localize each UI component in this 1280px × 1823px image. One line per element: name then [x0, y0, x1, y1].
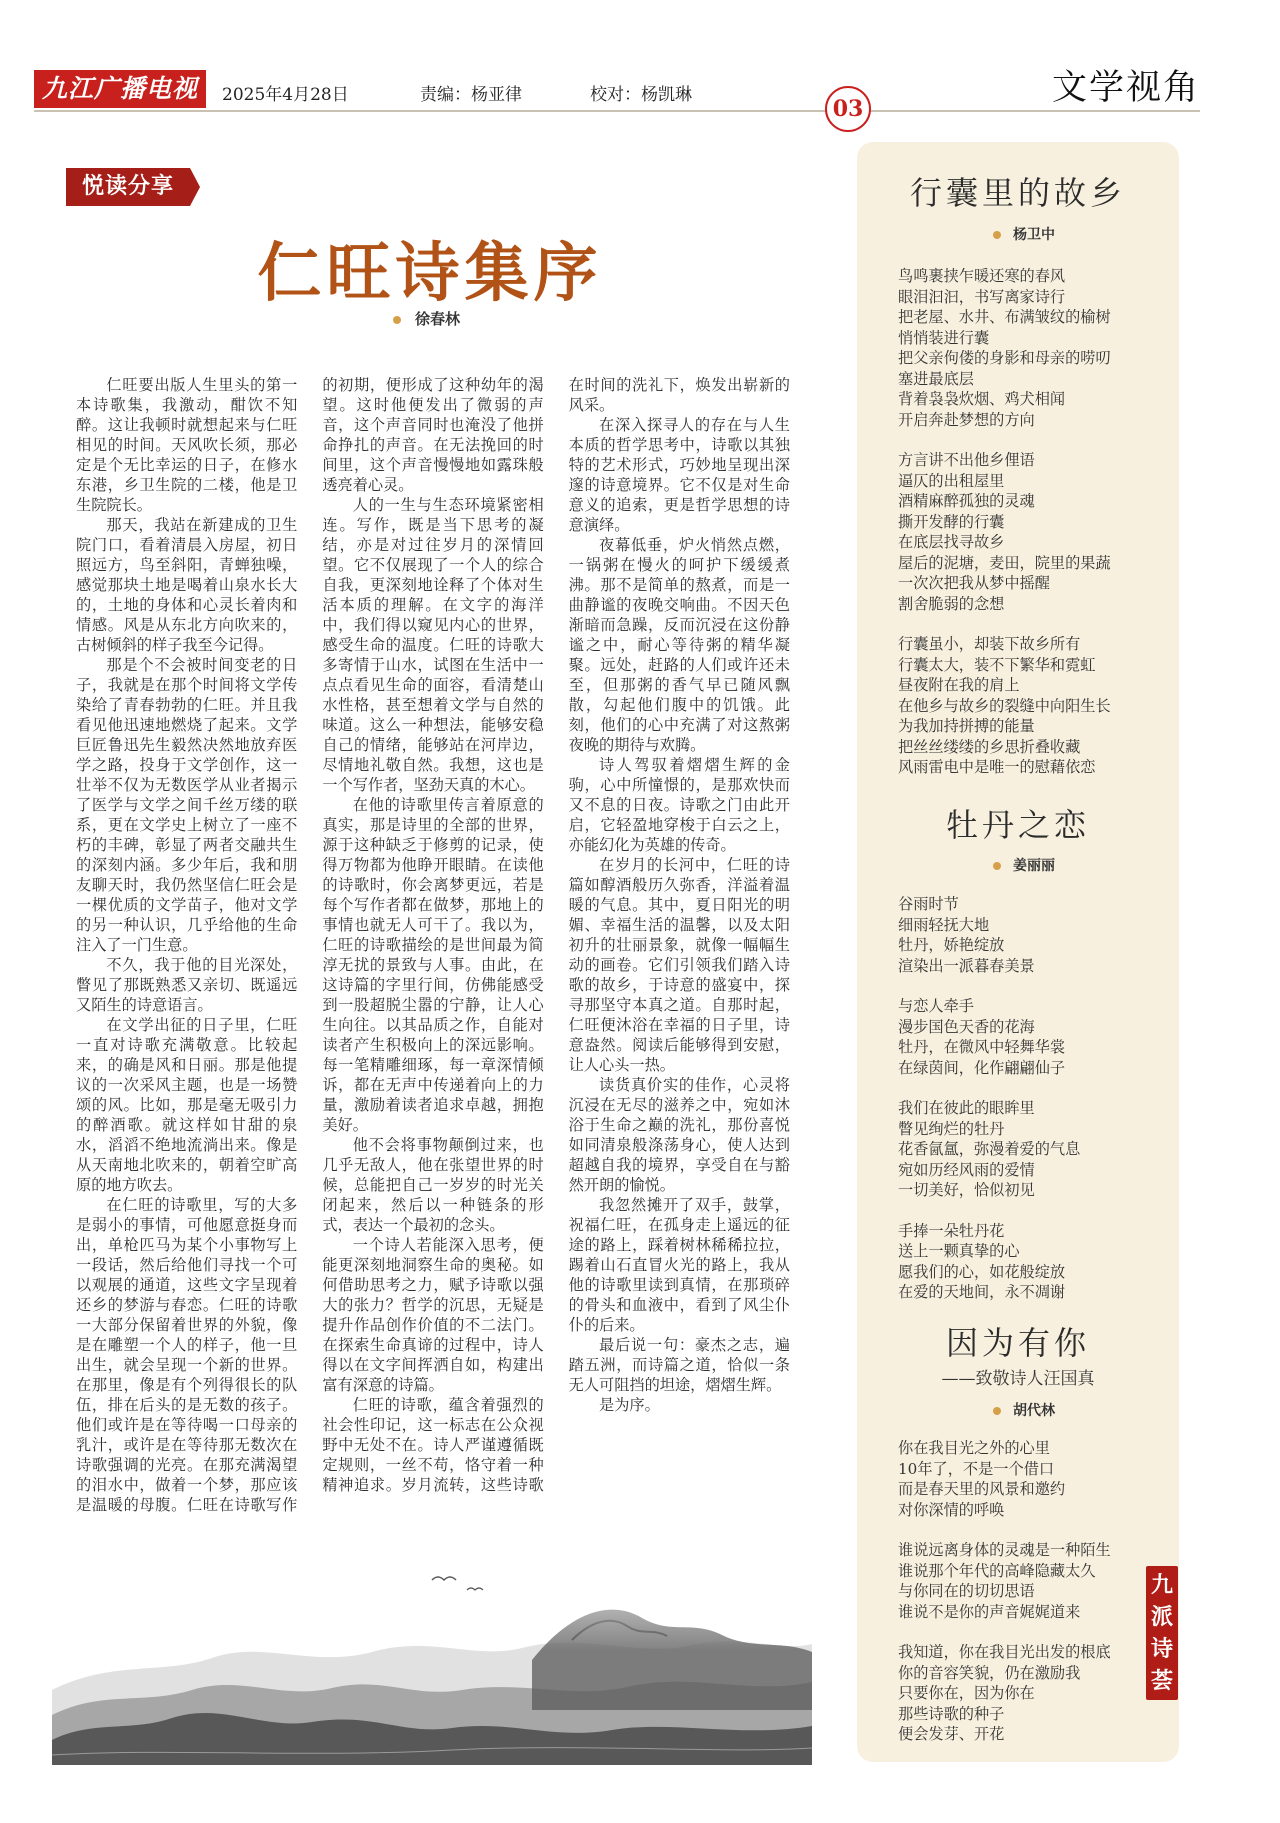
poem-line: 在他乡与故乡的裂缝中向阳生长 [898, 696, 1111, 715]
article-paragraph: 最后说一句：豪杰之志，遍踏五洲，而诗篇之道，恰似一条无人可阻挡的坦途，熠熠生辉。 [568, 1336, 790, 1394]
section-title: 文学视角 [1051, 68, 1200, 108]
poem-line: 背着袅袅炊烟、鸡犬相闻 [898, 390, 1066, 408]
poem-line: 割舍脆弱的念想 [898, 594, 1005, 613]
poem-line: 一次次把我从梦中摇醒 [898, 574, 1050, 592]
poem-line: 谷雨时节 [898, 895, 959, 913]
poem-line: 而是春天里的风景和邀约 [898, 1480, 1066, 1498]
article-title: 仁旺诗集序 [257, 237, 603, 311]
poem-line: 昼夜附在我的肩上 [898, 676, 1020, 694]
poem-line: 谁说不是你的声音娓娓道来 [898, 1602, 1081, 1621]
poem-body [898, 1438, 1163, 1765]
poem-stanza [898, 1642, 1163, 1745]
poem-line: 细雨轻抚大地 [898, 915, 990, 934]
poem-stanza [898, 1438, 1163, 1520]
poem-author-name: 杨卫中 [1013, 227, 1055, 243]
article-paragraph: 读货真价实的佳作，心灵将沉浸在无尽的滋养之中，宛如沐浴于生命之巅的洗礼，那份喜悦如同清泉般涤荡身心，使人达到超越自我的境界，享受自在与豁然开朗的愉悦。 [568, 1076, 790, 1194]
article-paragraph: 那天，我站在新建成的卫生院门口，看着清晨入房屋，初日照远方，鸟至斜阳，青蝉独噪，感觉那块土地是喝着山泉水长大的，土地的身体和心灵长着肉和情感。风是从东北方向吹来的，古树倾斜的样子我至今记得。 [76, 516, 298, 654]
poem-line: 把丝丝缕缕的乡思折叠收藏 [898, 737, 1081, 756]
poem-author [993, 855, 1055, 875]
poem-stanza [898, 996, 1163, 1078]
poem-line: 撕开发酵的行囊 [898, 512, 1005, 531]
article-paragraph: 在文学出征的日子里，仁旺一直对诗歌充满敬意。比较起来，的确是风和日丽。那是他提议的一次采风主题，也是一场赞颂的风。比如，那是毫无吸引力的醉酒歌。就这样如甘甜的泉水，滔滔不绝地流淌出来。像是从天南地北吹来的，朝着空旷高原的地方吹去。 [76, 1016, 298, 1194]
poem-stanza [898, 1221, 1163, 1303]
poem-line: 悄悄装进行囊 [898, 328, 990, 347]
poem-line: 送上一颗真挚的心 [898, 1242, 1020, 1260]
poem-line: 牡丹，在微风中轻舞华裳 [898, 1038, 1066, 1056]
poem-line: 酒精麻醉孤独的灵魂 [898, 492, 1035, 510]
poem-author-name: 胡代林 [1013, 1403, 1055, 1419]
poem-line: 谁说远离身体的灵魂是一种陌生 [898, 1541, 1111, 1559]
article-paragraph: 在深入探寻人的存在与人生本质的哲学思考中，诗歌以其独特的艺术形式，巧妙地呈现出深邃的诗意境界。它不仅是对生命意义的追索，更是哲学思想的诗意演绎。 [568, 416, 790, 534]
proofreader-credit: 校对：杨凯琳 [590, 85, 692, 105]
poem-line: 把父亲佝偻的身影和母亲的唠叨 [898, 349, 1111, 367]
poem-line: 行囊太大，装不下繁华和霓虹 [898, 655, 1096, 674]
poem-subtitle: ——致敬诗人汪国真 [941, 1369, 1095, 1389]
poem-author-name: 姜丽丽 [1013, 858, 1055, 874]
column-tag: 悦读分享 [66, 168, 190, 206]
poem-line: 与你同在的切切思语 [898, 1582, 1035, 1600]
poem-stanza [898, 1098, 1163, 1201]
article-paragraph: 我忽然摊开了双手，鼓掌，祝福仁旺，在孤身走上遥远的征途的路上，踩着树林稀稀拉拉，踢着山石直冒火光的路上，我从他的诗歌里读到真情，在那琐碎的骨头和血液中，看到了风尘仆仆的后来。 [568, 1196, 790, 1334]
poem-line: 便会发芽、开花 [898, 1725, 1005, 1743]
poem-line: 你在我目光之外的心里 [898, 1439, 1050, 1457]
poem-line: 与恋人牵手 [898, 997, 974, 1015]
poem-stanza [898, 1540, 1163, 1622]
poem-line: 屋后的泥塘，麦田，院里的果蔬 [898, 553, 1111, 572]
poem-title: 牡丹之恋 [945, 806, 1090, 844]
article-paragraph: 那是个不会被时间变老的日子，我就是在那个时间将文学传染给了青春勃勃的仁旺。并且我看见他迅速地燃烧了起来。文学巨匠鲁迅先生毅然决然地放弃医学之路，投身于文学创作，这一壮举不仅为无数医学从业者揭示了医学与文学之间千丝万缕的联系，更在文学史上树立了一座不朽的丰碑，彰显了两者交融共生的深刻内涵。多少年后，我和朋友聊天时，我仍然坚信仁旺会是一棵优质的文学苗子，他对文学的另一种认识，几乎给他的生命注入了一门生意。 [76, 656, 298, 954]
poem-line: 风雨雷电中是唯一的慰藉依恋 [898, 758, 1096, 776]
bullet-dot-icon [393, 316, 401, 324]
bullet-dot-icon [993, 862, 1001, 870]
article-paragraph: 夜幕低垂，炉火悄然点燃，一锅粥在慢火的呵护下缓缓煮沸。那不是简单的熬煮，而是一曲静谧的夜晚交响曲。不因天色渐暗而急躁，反而沉浸在这份静谧之中，耐心等待粥的精华凝聚。远处，赶路的人们或许还未至，但那粥的香气早已随风飘散，勾起他们腹中的饥饿。此刻，他们的心中充满了对这熬粥夜晚的期待与欢腾。 [568, 536, 790, 754]
article-paragraph: 他不会将事物颠倒过来，也几乎无敌人，他在张望世界的时候，总能把自己一岁岁的时光关闭起来，然后以一种链条的形式，表达一个最初的念头。 [322, 1136, 544, 1234]
poem-line: 你的音容笑貌，仍在激励我 [898, 1663, 1081, 1682]
poem-line: 行囊虽小，却装下故乡所有 [898, 635, 1081, 653]
bullet-dot-icon [993, 1407, 1001, 1415]
article-paragraph: 仁旺要出版人生里头的第一本诗歌集，我激动，酣饮不知醉。这让我顿时就想起来与仁旺相见的时间。天风吹长须，那必定是个无比幸运的日子，在修水东港，乡卫生院的二楼，他是卫生院院长。 [76, 376, 298, 514]
poem-author [993, 224, 1055, 244]
poem-stanza [898, 266, 1163, 430]
poem-line: 只要你在，因为你在 [898, 1684, 1035, 1702]
poem-line: 瞥见绚烂的牡丹 [898, 1119, 1005, 1138]
poem-author [993, 1400, 1055, 1420]
poem-stanza [898, 894, 1163, 976]
poem-line: 鸟鸣裹挟乍暖还寒的春风 [898, 267, 1066, 285]
article-paragraph: 在他的诗歌里传言着原意的真实，那是诗里的全部的世界，源于这种缺乏于修剪的记录，使得万物都为他睁开眼睛。在读他的诗歌时，你会离梦更远，若是每个写作者都在做梦，那地上的事情也就无人可干了。我以为，仁旺的诗歌描绘的是世间最为简淳无扰的景致与人事。由此，在这诗篇的字里行间，仿佛能感受到一股超脱尘嚣的宁静，让人心生向往。以其品质之作，自能对读者产生积极向上的深远影响。每一笔精雕细琢，每一章深情倾诉，都在无声中传递着向上的力量，激励着读者追求卓越，拥抱美好。 [322, 796, 544, 1134]
poem-line: 在爱的天地间，永不凋谢 [898, 1283, 1066, 1301]
poem-line: 那些诗歌的种子 [898, 1704, 1005, 1723]
article-paragraph: 一个诗人若能深入思考，便能更深刻地洞察生命的奥秘。如何借助思考之力，赋予诗歌以强大的张力？哲学的沉思，无疑是提升作品创作价值的不二法门。在探索生命真谛的过程中，诗人得以在文字间挥洒自如，构建出富有深意的诗篇。 [322, 1236, 544, 1394]
poem-line: 对你深情的呼唤 [898, 1500, 1005, 1519]
poem-line: 花香氤氲，弥漫着爱的气息 [898, 1140, 1081, 1158]
poem-stanza [898, 450, 1163, 614]
poem-line: 眼泪汩汩，书写离家诗行 [898, 287, 1066, 306]
poem-line: 把老屋、水井、布满皱纹的榆树 [898, 308, 1111, 326]
poem-line: 逼仄的出租屋里 [898, 471, 1005, 490]
header-divider [34, 110, 1200, 112]
page-number-badge: 03 [825, 86, 871, 132]
poem-line: 为我加持拼搏的能量 [898, 717, 1035, 735]
poem-line: 方言讲不出他乡俚语 [898, 451, 1035, 469]
poem-body [898, 894, 1163, 1323]
issue-date: 2025年4月28日 [222, 85, 349, 105]
poem-line: 开启奔赴梦想的方向 [898, 410, 1035, 429]
article-paragraph: 是为序。 [599, 1396, 660, 1414]
poem-line: 谁说那个年代的高峰隐藏太久 [898, 1561, 1096, 1580]
article-paragraph: 在岁月的长河中，仁旺的诗篇如醇酒般历久弥香，洋溢着温暖的气息。其中，夏日阳光的明媚、幸福生活的温馨，以及太阳初升的壮丽景象，就像一幅幅生动的画卷。它们引领我们踏入诗歌的故乡，于诗意的盛宴中，探寻那坚守本真之道。自那时起，仁旺便沐浴在幸福的日子里，诗意盎然。阅读后能够得到安慰，让人心头一热。 [568, 856, 790, 1074]
article-author [393, 308, 460, 329]
poem-line: 漫步国色天香的花海 [898, 1017, 1035, 1036]
poem-body [898, 266, 1163, 798]
poem-line: 手捧一朵牡丹花 [898, 1221, 1005, 1240]
article-body [76, 375, 790, 1532]
article-paragraph: 不久，我于他的目光深处，瞥见了那既熟悉又亲切、既遥远又陌生的诗意语言。 [76, 956, 298, 1014]
poem-line: 一切美好，恰似初见 [898, 1181, 1035, 1199]
article-paragraph: 在仁旺的诗歌里，写的大多是弱小的事情，可他愿意挺身而出，单枪匹马为某个小事物写上一段话，然后给他们寻找一个可以观展的通道，这些文字呈现着还乡的梦游与春恋。仁旺的诗歌一大部分保留着世界的外貌，像是在雕塑一个人的样子，他一旦出生，就会呈现一个新的世界。在那里，像是有个列得很长的队伍，排在后头的是无数的孩子。他们或许是在等待喝一口母亲的乳汁，或许是在等待那无数次在诗歌强调的光亮。在那充满渴望的泪水中，做着一个梦，那应该是温暖的母腹。仁旺在诗歌写作的初期，便形成了这种幼年的渴望。这时他便发出了微弱的声音，这个声音同时也淹没了他拼命挣扎的声音。在无法挽回的时间里，这个声音慢慢地如露珠般透亮着心灵。 [76, 376, 544, 1514]
article-paragraph: 人的一生与生态环境紧密相连。写作，既是当下思考的凝结，亦是对过往岁月的深情回望。它不仅展现了一个人的综合自我，更深刻地诠释了个体对生活本质的理解。在文字的海洋中，我们得以窥见内心的世界，感受生命的温度。仁旺的诗歌大多寄情于山水，试图在生活中一点点看见生命的面容，看清楚山水性格，甚至想着文学与自然的味道。这么一种想法，能够安稳自己的情绪，能够站在河岸边，尽情地礼敬自然。我想，这也是一个写作者，坚劲天真的木心。 [322, 496, 544, 794]
poem-line: 在绿茵间，化作翩翩仙子 [898, 1058, 1066, 1077]
editor-credit: 责编：杨亚律 [420, 85, 522, 105]
poem-line: 在底层找寻故乡 [898, 533, 1005, 551]
poem-line: 宛如历经风雨的爱情 [898, 1160, 1035, 1179]
poem-line: 10年了，不是一个借口 [898, 1459, 1055, 1478]
masthead-logo: 九江广播电视报 [34, 70, 206, 108]
poem-line: 我知道，你在我目光出发的根底 [898, 1643, 1111, 1661]
poem-line: 愿我们的心，如花般绽放 [898, 1262, 1066, 1281]
poem-line: 我们在彼此的眼眸里 [898, 1099, 1035, 1117]
poem-title: 因为有你 [945, 1324, 1090, 1362]
article-paragraph: 诗人驾驭着熠熠生辉的金驹，心中所憧憬的，是那欢快而又不息的日夜。诗歌之门由此开启，它轻盈地穿梭于白云之上，亦能幻化为英雄的传奇。 [568, 756, 790, 854]
poem-title: 行囊里的故乡 [909, 174, 1126, 212]
column-tag-vertical: 九 派 诗 荟 [1146, 1566, 1178, 1700]
poem-line: 塞进最底层 [898, 369, 974, 388]
article-paragraph: 仁旺的诗歌，蕴含着强烈的社会性印记，这一标志在公众视野中无处不在。诗人严谨遵循既定规则，一丝不苟，恪守着一种精神追求。岁月流转，这些诗歌在时间的洗礼下，焕发出崭新的风采。 [322, 376, 790, 1494]
bullet-dot-icon [993, 231, 1001, 239]
poem-stanza [898, 634, 1163, 778]
ink-mountain-illustration [52, 1540, 812, 1765]
poem-line: 渲染出一派暮春美景 [898, 956, 1035, 975]
poem-line: 牡丹，娇艳绽放 [898, 936, 1005, 954]
article-author-name: 徐春林 [415, 310, 461, 328]
